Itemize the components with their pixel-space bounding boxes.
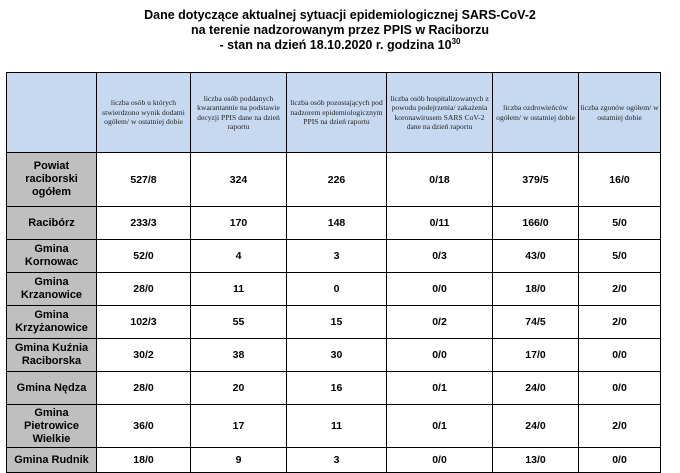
cell-deaths: 0/0 — [579, 372, 661, 405]
row-label: Racibórz — [7, 207, 97, 240]
title-line-3 — [0, 38, 680, 53]
row-label: Powiat raciborski ogółem — [7, 153, 97, 207]
cell-deaths: 5/0 — [579, 240, 661, 273]
cell-surveillance: 226 — [287, 153, 387, 207]
cell-hospitalized: 0/0 — [387, 273, 493, 306]
table-row — [7, 207, 661, 240]
epidemiology-table — [6, 72, 661, 473]
cell-positive: 233/3 — [97, 207, 191, 240]
cell-surveillance: 15 — [287, 306, 387, 339]
row-label: Gmina Kuźnia Raciborska — [7, 339, 97, 372]
cell-positive: 28/0 — [97, 273, 191, 306]
cell-surveillance: 3 — [287, 448, 387, 473]
column-header-deaths: liczba zgonów ogółem/ w ostatniej dobie — [579, 73, 661, 153]
cell-quarantine: 38 — [191, 339, 287, 372]
cell-deaths: 2/0 — [579, 273, 661, 306]
table-row — [7, 273, 661, 306]
cell-hospitalized: 0/3 — [387, 240, 493, 273]
column-header-quarantine: liczba osób poddanych kwarantannie na podstawie decyzji PPIS dane na dzień raportu — [191, 73, 287, 153]
table-row — [7, 153, 661, 207]
table-row — [7, 448, 661, 473]
cell-positive: 527/8 — [97, 153, 191, 207]
table-row — [7, 372, 661, 405]
cell-quarantine: 324 — [191, 153, 287, 207]
cell-positive: 52/0 — [97, 240, 191, 273]
cell-positive: 18/0 — [97, 448, 191, 473]
table-row — [7, 339, 661, 372]
cell-recovered: 24/0 — [493, 405, 579, 448]
cell-quarantine: 4 — [191, 240, 287, 273]
table-row — [7, 405, 661, 448]
cell-surveillance: 30 — [287, 339, 387, 372]
cell-quarantine: 20 — [191, 372, 287, 405]
report-title — [0, 8, 680, 53]
cell-surveillance: 11 — [287, 405, 387, 448]
row-label: Gmina Rudnik — [7, 448, 97, 473]
cell-positive: 28/0 — [97, 372, 191, 405]
cell-surveillance: 0 — [287, 273, 387, 306]
cell-quarantine: 170 — [191, 207, 287, 240]
title-line-3-text: - stan na dzień 18.10.2020 r. godzina 10 — [219, 38, 452, 52]
cell-hospitalized: 0/18 — [387, 153, 493, 207]
title-line-2: na terenie nadzorowanym przez PPIS w Raciborzu — [191, 23, 489, 37]
row-label: Gmina Krzyżanowice — [7, 306, 97, 339]
cell-recovered: 74/5 — [493, 306, 579, 339]
cell-positive: 36/0 — [97, 405, 191, 448]
table-body — [7, 153, 661, 473]
cell-hospitalized: 0/1 — [387, 372, 493, 405]
cell-hospitalized: 0/1 — [387, 405, 493, 448]
cell-quarantine: 55 — [191, 306, 287, 339]
cell-positive: 102/3 — [97, 306, 191, 339]
cell-recovered: 166/0 — [493, 207, 579, 240]
row-label: Gmina Krzanowice — [7, 273, 97, 306]
cell-deaths: 0/0 — [579, 448, 661, 473]
cell-surveillance: 148 — [287, 207, 387, 240]
header-row — [7, 73, 661, 153]
corner-cell — [7, 73, 97, 153]
cell-quarantine: 11 — [191, 273, 287, 306]
cell-hospitalized: 0/0 — [387, 339, 493, 372]
cell-hospitalized: 0/2 — [387, 306, 493, 339]
table-row — [7, 240, 661, 273]
cell-surveillance: 3 — [287, 240, 387, 273]
cell-quarantine: 17 — [191, 405, 287, 448]
cell-positive: 30/2 — [97, 339, 191, 372]
cell-hospitalized: 0/11 — [387, 207, 493, 240]
cell-recovered: 24/0 — [493, 372, 579, 405]
row-label: Gmina Pietrowice Wielkie — [7, 405, 97, 448]
cell-deaths: 0/0 — [579, 339, 661, 372]
cell-hospitalized: 0/0 — [387, 448, 493, 473]
column-header-hospitalized: liczba osób hospitalizowanych z powodu podejrzenia/ zakażenia koronawirusem SARS CoV-2 dane na dzień raportu — [387, 73, 493, 153]
table-row — [7, 306, 661, 339]
cell-quarantine: 9 — [191, 448, 287, 473]
cell-surveillance: 16 — [287, 372, 387, 405]
column-header-positive: liczba osób u których stwierdzono wynik dodatni ogółem/ w ostatniej dobie — [97, 73, 191, 153]
row-label: Gmina Nędza — [7, 372, 97, 405]
title-line-1: Dane dotyczące aktualnej sytuacji epidemiologicznej SARS-CoV-2 — [144, 8, 536, 22]
cell-recovered: 43/0 — [493, 240, 579, 273]
column-header-recovered: liczba ozdrowieńców ogółem/ w ostatniej dobie — [493, 73, 579, 153]
cell-deaths: 2/0 — [579, 306, 661, 339]
cell-deaths: 2/0 — [579, 405, 661, 448]
row-label: Gmina Kornowac — [7, 240, 97, 273]
cell-recovered: 18/0 — [493, 273, 579, 306]
title-time-superscript: 30 — [451, 37, 461, 46]
cell-deaths: 5/0 — [579, 207, 661, 240]
cell-recovered: 379/5 — [493, 153, 579, 207]
cell-recovered: 17/0 — [493, 339, 579, 372]
column-header-surveillance: liczba osób pozostających pod nadzorem epidemiologicznym PPIS na dzień raportu — [287, 73, 387, 153]
cell-deaths: 16/0 — [579, 153, 661, 207]
cell-recovered: 13/0 — [493, 448, 579, 473]
